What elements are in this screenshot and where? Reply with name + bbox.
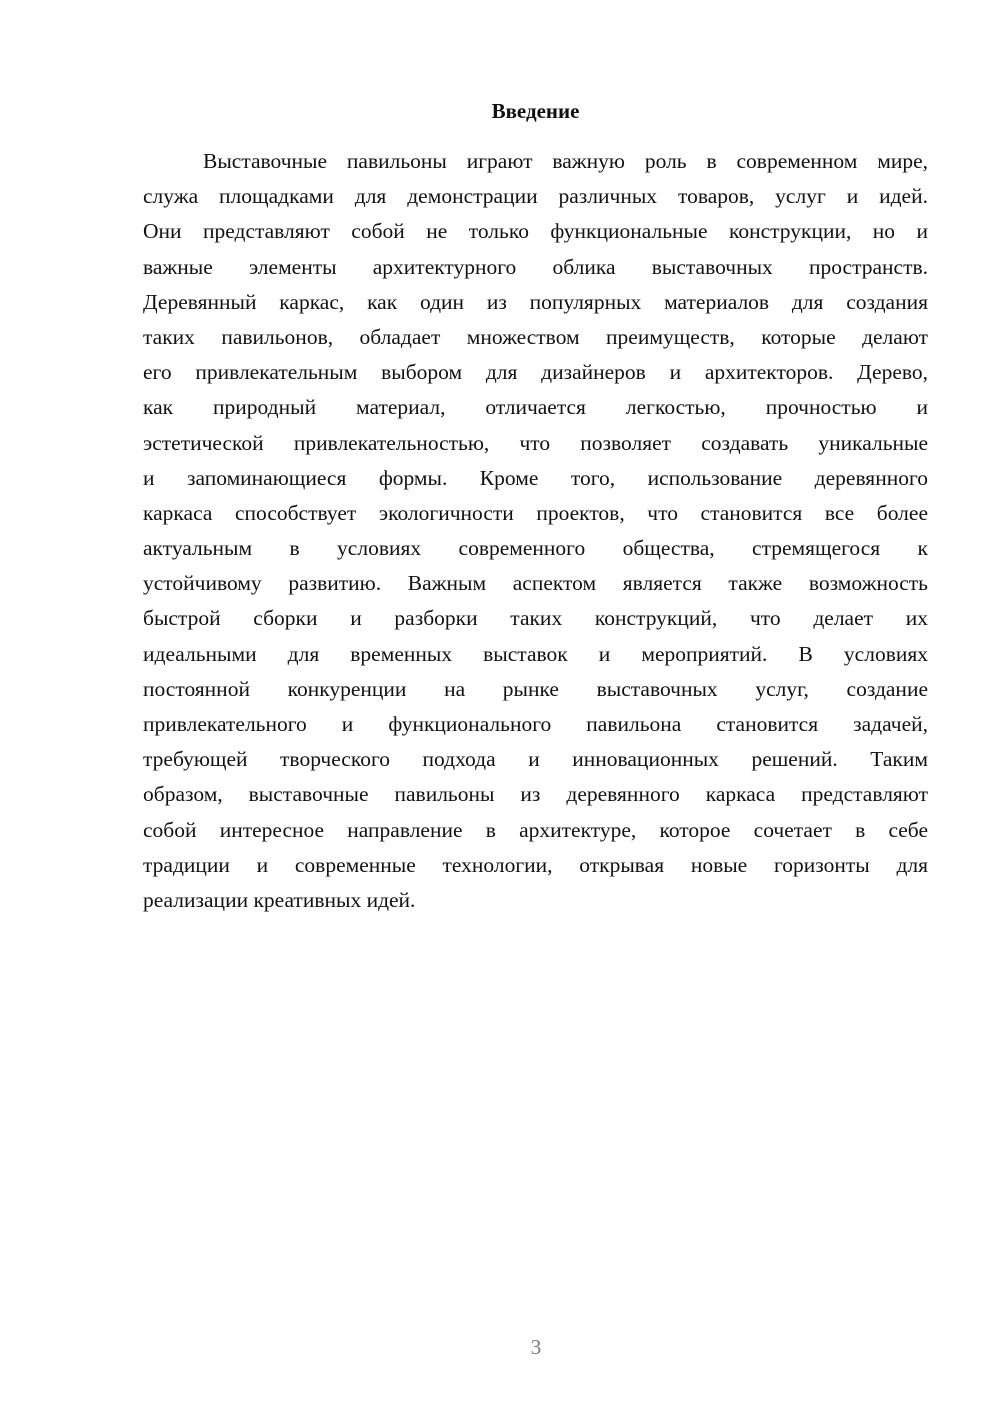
paragraph-line: привлекательного и функционального павильона становится задачей, — [143, 712, 928, 736]
section-heading: Введение — [491, 99, 580, 123]
paragraph-line: реализации креативных идей. — [143, 887, 416, 912]
page-number: 3 — [530, 1335, 542, 1359]
paragraph-line: требующей творческого подхода и инновационных решений. Таким — [143, 747, 928, 772]
paragraph-line: устойчивому развитию. Важным аспектом является также возможность — [143, 571, 928, 596]
paragraph-line: и запоминающиеся формы. Кроме того, использование деревянного — [143, 465, 928, 490]
paragraph-line: образом, выставочные павильоны из деревянного каркаса представляют — [143, 782, 928, 807]
paragraph-line: постоянной конкуренции на рынке выставочных услуг, создание — [143, 676, 928, 701]
paragraph-line: актуальным в условиях современного общества, стремящегося к — [143, 536, 928, 561]
paragraph-line: его привлекательным выбором для дизайнеров и архитекторов. Дерево, — [143, 360, 928, 385]
paragraph-line: важные элементы архитектурного облика выставочных пространств. — [143, 254, 928, 279]
paragraph-line: служа площадками для демонстрации различных товаров, услуг и идей. — [143, 184, 928, 209]
paragraph-line: собой интересное направление в архитектуре, которое сочетает в себе — [143, 817, 928, 842]
paragraph-line: Они представляют собой не только функциональные конструкции, но и — [143, 219, 928, 244]
paragraph-line: каркаса способствует экологичности проектов, что становится все более — [143, 500, 928, 525]
paragraph-line: эстетической привлекательностью, что позволяет создавать уникальные — [143, 430, 928, 455]
paragraph-line: таких павильонов, обладает множеством преимуществ, которые делают — [143, 324, 928, 349]
paragraph-line: быстрой сборки и разборки таких конструкций, что делает их — [143, 606, 928, 631]
paragraph-line: Выставочные павильоны играют важную роль в современном мире, — [203, 149, 928, 173]
body-paragraph — [143, 144, 928, 918]
paragraph-line: идеальными для временных выставок и мероприятий. В условиях — [143, 641, 928, 666]
paragraph-line: традиции и современные технологии, открывая новые горизонты для — [143, 852, 928, 877]
paragraph-line: как природный материал, отличается легкостью, прочностью и — [143, 395, 928, 420]
paragraph-line: Деревянный каркас, как один из популярных материалов для создания — [143, 289, 928, 314]
